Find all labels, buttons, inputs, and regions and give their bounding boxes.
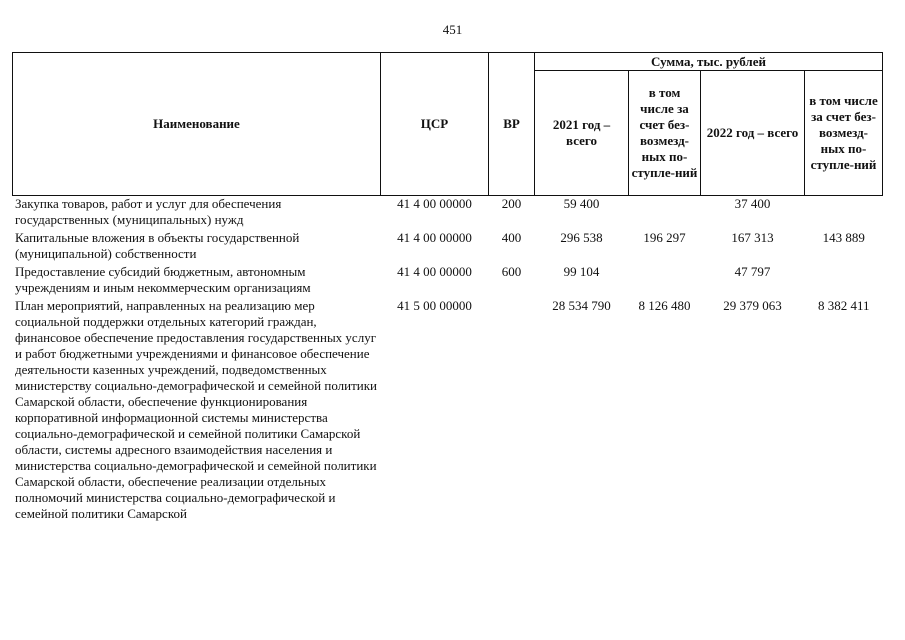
row-2022-total: 37 400 (734, 196, 771, 211)
row-csr: 41 4 00 00000 (397, 196, 472, 211)
row-vr (489, 296, 535, 522)
row-vr: 400 (501, 230, 522, 245)
page-number: 451 (442, 22, 463, 37)
header-2021-total: 2021 год – всего (535, 71, 629, 196)
row-2021-grants (629, 196, 701, 229)
row-vr: 600 (501, 264, 522, 279)
row-name: План мероприятий, направленных на реализацию мер социальной поддержки отдельных категорий граждан, финансовое обеспечение предоставления государственных услуг и работ бюджетными учреждениями и финансовое обеспечение деятельности казенных учреждений, подведомственных министерству социально-демографической и семейной политики Самарской области, обеспечение функционирования корпоративной информационной системы министерства социально-демографической и семейной политики Самарской области, системы адресного взаимодействия населения и министерства социально-демографической и семейной политики Самарской области, обеспечение реализации отдельных полномочий министерства социально-демографической и семейной политики Самарской (15, 298, 378, 521)
table-row (13, 196, 883, 229)
row-2022-total: 167 313 (731, 230, 774, 245)
row-2021-total: 28 534 790 (552, 298, 611, 313)
row-csr: 41 5 00 00000 (397, 298, 472, 313)
row-csr: 41 4 00 00000 (397, 264, 472, 279)
table-row (13, 228, 883, 262)
row-2021-grants: 8 126 480 (638, 298, 691, 313)
row-2021-total: 99 104 (563, 264, 600, 279)
row-2021-grants (629, 262, 701, 296)
table-row (13, 262, 883, 296)
row-2022-grants (805, 196, 883, 229)
row-2022-total: 29 379 063 (723, 298, 782, 313)
table-row (13, 296, 883, 522)
header-2022-total: 2022 год – всего (701, 71, 805, 196)
row-name: Предоставление субсидий бюджетным, автономным учреждениям и иным некоммерческим организациям (15, 264, 311, 295)
row-2022-grants: 8 382 411 (817, 298, 870, 313)
table-body (13, 196, 883, 523)
header-2022-grants: в том числе за счет без-возмезд-ных по-ступле-ний (805, 71, 883, 196)
row-vr: 200 (501, 196, 522, 211)
row-2022-grants: 143 889 (822, 230, 865, 245)
row-2021-grants: 196 297 (643, 230, 686, 245)
table-header (13, 53, 883, 196)
budget-table (12, 52, 883, 522)
header-vr: ВР (489, 53, 535, 196)
header-sum-group: Сумма, тыс. рублей (535, 53, 883, 71)
row-2021-total: 296 538 (560, 230, 603, 245)
row-csr: 41 4 00 00000 (397, 230, 472, 245)
row-2021-total: 59 400 (563, 196, 600, 211)
header-name: Наименование (13, 53, 381, 196)
header-2021-grants: в том числе за счет без-возмезд-ных по-ступле-ний (629, 71, 701, 196)
row-2022-grants (805, 262, 883, 296)
row-2022-total: 47 797 (734, 264, 771, 279)
header-csr: ЦСР (381, 53, 489, 196)
row-name: Капитальные вложения в объекты государственной (муниципальной) собственности (15, 230, 300, 261)
row-name: Закупка товаров, работ и услуг для обеспечения государственных (муниципальных) нужд (15, 196, 282, 227)
